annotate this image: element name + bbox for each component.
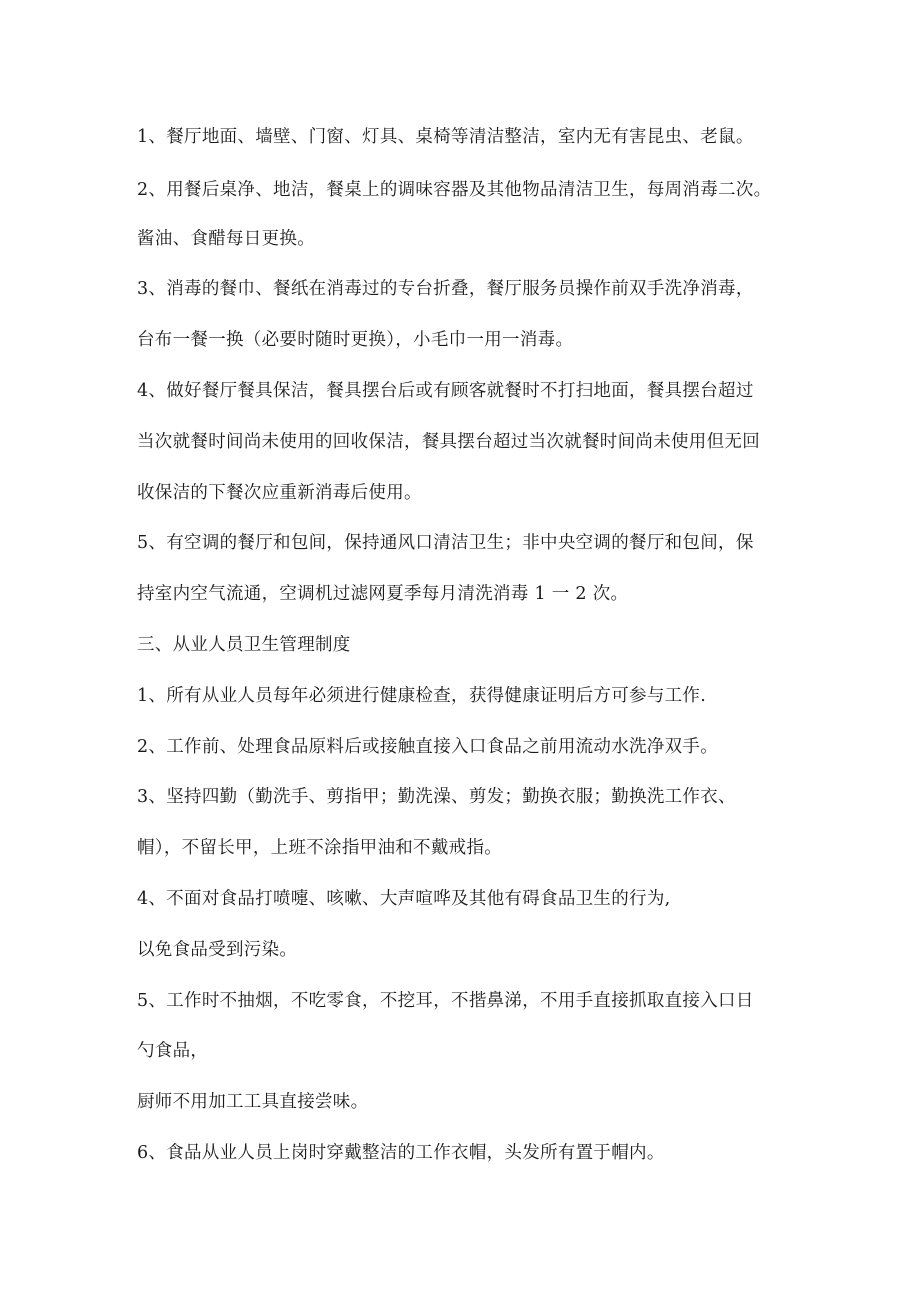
text-line-15: 帽），不留长甲，上班不涂指甲油和不戴戒指。 xyxy=(137,838,503,858)
text-line-12: 1、所有从业人员每年必须进行健康检查，获得健康证明后方可参与工作. xyxy=(137,686,707,706)
text-line-2: 2、用餐后桌净、地洁，餐桌上的调味容器及其他物品清洁卫生，每周消毒二次。 xyxy=(137,180,772,200)
text-line-18: 5、工作时不抽烟，不吃零食，不挖耳，不揩鼻涕，不用手直接抓取直接入口日 xyxy=(137,991,754,1011)
text-line-10: 持室内空气流通，空调机过滤网夏季每月清洗消毒 1 一 2 次。 xyxy=(137,584,629,604)
text-line-14: 3、坚持四勤（勤洗手、剪指甲；勤洗澡、剪发；勤换衣服；勤换洗工作衣、 xyxy=(137,787,736,807)
text-line-5: 台布一餐一换（必要时随时更换），小毛巾一用一消毒。 xyxy=(137,330,574,350)
text-line-8: 收保洁的下餐次应重新消毒后使用。 xyxy=(137,483,422,503)
text-line-13: 2、工作前、处理食品原料后或接触直接入口食品之前用流动水洗净双手。 xyxy=(137,737,719,757)
text-line-16: 4、不面对食品打喷嚏、咳嗽、大声喧哗及其他有碍食品卫生的行为, xyxy=(137,889,671,909)
text-line-1: 1、餐厅地面、墙壁、门窗、灯具、桌椅等清洁整洁，室内无有害昆虫、老鼠。 xyxy=(137,127,754,147)
text-line-19: 勺食品， xyxy=(137,1041,209,1061)
text-line-6: 4、做好餐厅餐具保洁，餐具摆台后或有顾客就餐时不打扫地面，餐具摆台超过 xyxy=(137,381,754,401)
text-line-7: 当次就餐时间尚未使用的回收保洁，餐具摆台超过当次就餐时间尚未使用但无回 xyxy=(137,432,760,452)
text-line-17: 以免食品受到污染。 xyxy=(137,940,298,960)
text-line-9: 5、有空调的餐厅和包间，保持通风口清洁卫生；非中央空调的餐厅和包间，保 xyxy=(137,533,754,553)
text-line-20: 厨师不用加工工具直接尝味。 xyxy=(137,1092,369,1112)
text-line-4: 3、消毒的餐巾、餐纸在消毒过的专台折叠，餐厅服务员操作前双手洗净消毒， xyxy=(137,279,754,299)
text-line-3: 酱油、食醋每日更换。 xyxy=(137,229,315,249)
text-line-21: 6、食品从业人员上岗时穿戴整洁的工作衣帽，头发所有置于帽内。 xyxy=(137,1143,665,1163)
section-heading: 三、从业人员卫生管理制度 xyxy=(137,635,351,655)
